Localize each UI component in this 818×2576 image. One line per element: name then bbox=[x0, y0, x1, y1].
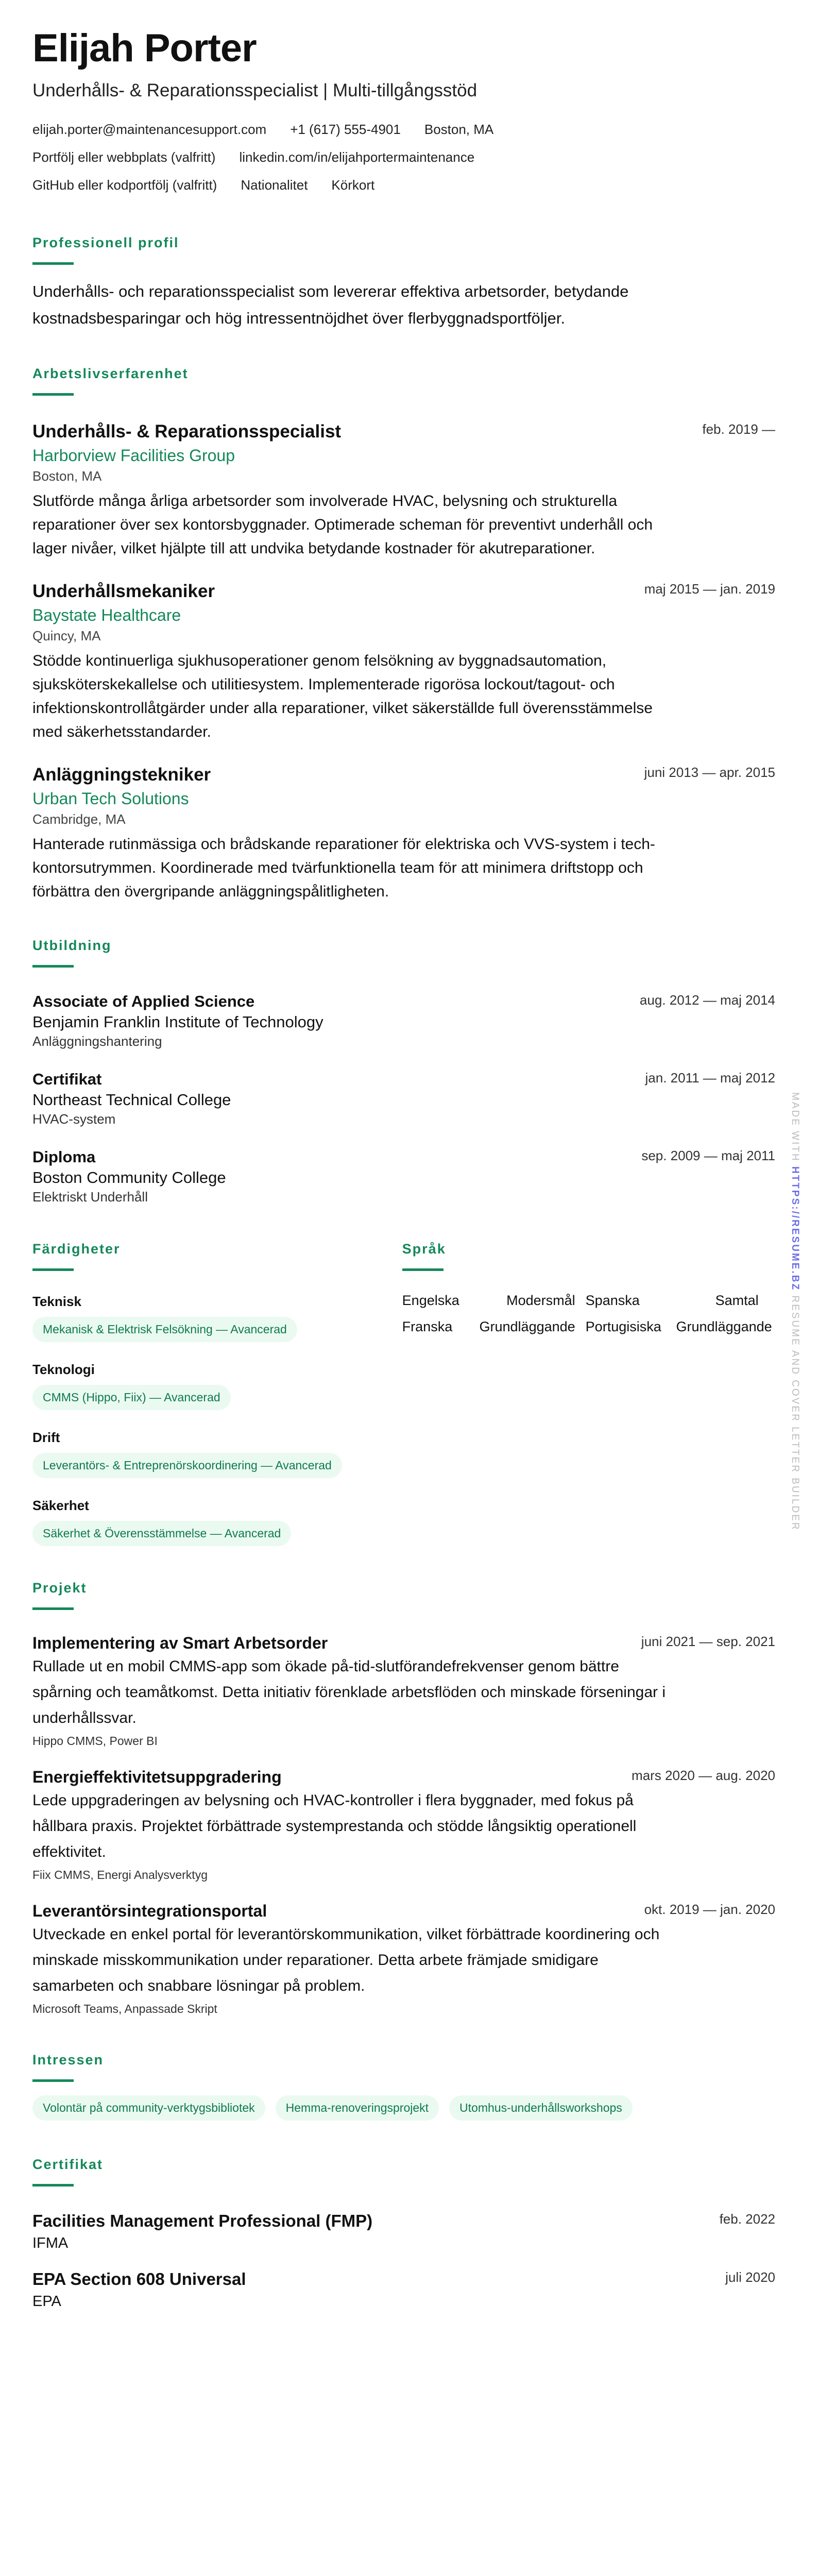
project-title: Implementering av Smart Arbetsorder bbox=[32, 1634, 328, 1652]
project-tech: Hippo CMMS, Power BI bbox=[32, 1734, 158, 1748]
watermark-prefix: MADE WITH bbox=[790, 1092, 800, 1166]
heading-underline bbox=[32, 393, 74, 396]
heading-underline bbox=[32, 965, 74, 968]
job-location: Cambridge, MA bbox=[32, 811, 126, 827]
field-of-study: Elektriskt Underhåll bbox=[32, 1189, 148, 1205]
language-item bbox=[402, 1293, 575, 1309]
project-entry bbox=[32, 1902, 775, 2016]
language-item bbox=[402, 1319, 575, 1335]
certificate-title: Facilities Management Professional (FMP) bbox=[32, 2211, 373, 2230]
degree: Certifikat bbox=[32, 1070, 102, 1088]
certificate-entry bbox=[32, 2269, 775, 2310]
watermark-suffix: RESUME AND COVER LETTER BUILDER bbox=[790, 1291, 800, 1531]
language-level: Modersmål bbox=[506, 1293, 575, 1308]
section-heading: Färdigheter bbox=[32, 1241, 121, 1257]
heading-underline bbox=[402, 1268, 444, 1271]
certificate-issuer: EPA bbox=[32, 2293, 61, 2310]
language-name: Engelska bbox=[402, 1293, 459, 1308]
language-item bbox=[586, 1319, 772, 1335]
project-title: Leverantörsintegrationsportal bbox=[32, 1902, 267, 1920]
experience-entry bbox=[32, 581, 775, 744]
heading-underline bbox=[32, 1268, 74, 1271]
nationality: Nationalitet bbox=[241, 177, 308, 193]
language-list bbox=[402, 1293, 775, 1335]
drivers-license: Körkort bbox=[331, 177, 375, 193]
education-dates: aug. 2012 — maj 2014 bbox=[639, 992, 775, 1008]
project-entry bbox=[32, 1768, 775, 1882]
certificate-title: EPA Section 608 Universal bbox=[32, 2269, 246, 2289]
school: Benjamin Franklin Institute of Technology bbox=[32, 1013, 323, 1031]
project-tech: Microsoft Teams, Anpassade Skript bbox=[32, 2002, 217, 2015]
profile-text: Underhålls- och reparationsspecialist som levererar effektiva arbetsorder, betydande kostnadsbesparingar och hög intressentnöjdhet över flerbyggnadsportföljer. bbox=[32, 282, 629, 327]
project-description: Rullade ut en mobil CMMS-app som ökade på-tid-slutförandefrekvenser genom bättre spårning och teamåtkomst. Detta initiativ förenklade arbetsflöden och minskade förseningar i underhållssvar. bbox=[32, 1658, 666, 1726]
certificates-section bbox=[32, 2157, 775, 2310]
skill-category: Teknologi bbox=[32, 1362, 95, 1377]
job-dates: feb. 2019 — bbox=[702, 421, 775, 437]
language-name: Portugisiska bbox=[585, 1319, 661, 1334]
phone: +1 (617) 555-4901 bbox=[290, 121, 401, 137]
school: Boston Community College bbox=[32, 1168, 226, 1187]
job-title: Underhållsmekaniker bbox=[32, 581, 215, 601]
interest-tag: Volontär på community-verktygsbibliotek bbox=[32, 2095, 265, 2121]
degree: Diploma bbox=[32, 1148, 96, 1166]
company: Harborview Facilities Group bbox=[32, 446, 235, 465]
project-dates: juni 2021 — sep. 2021 bbox=[641, 1634, 775, 1649]
certificate-date: feb. 2022 bbox=[719, 2211, 775, 2227]
project-tech: Fiix CMMS, Energi Analysverktyg bbox=[32, 1868, 208, 1882]
job-title: Underhålls- & Reparationsspecialist bbox=[32, 421, 342, 442]
skill-category: Säkerhet bbox=[32, 1498, 89, 1513]
job-dates: juni 2013 — apr. 2015 bbox=[644, 765, 775, 780]
languages-section bbox=[402, 1241, 775, 1546]
skills-languages-row bbox=[32, 1241, 775, 1546]
section-heading: Språk bbox=[402, 1241, 446, 1257]
portfolio-link[interactable]: Portfölj eller webbplats (valfritt) bbox=[32, 149, 216, 165]
education-dates: jan. 2011 — maj 2012 bbox=[645, 1070, 775, 1086]
candidate-name: Elijah Porter bbox=[32, 26, 257, 70]
heading-underline bbox=[32, 2079, 74, 2082]
heading-underline bbox=[32, 1607, 74, 1610]
section-heading: Professionell profil bbox=[32, 235, 179, 250]
interest-list bbox=[32, 2095, 775, 2121]
interest-tag: Utomhus-underhållsworkshops bbox=[449, 2095, 633, 2121]
heading-underline bbox=[32, 2184, 74, 2187]
language-level: Samtal bbox=[715, 1293, 759, 1308]
contact-info bbox=[32, 115, 775, 199]
job-location: Boston, MA bbox=[32, 468, 102, 484]
project-title: Energieffektivitetsuppgradering bbox=[32, 1768, 282, 1786]
skill-category: Teknisk bbox=[32, 1294, 81, 1309]
experience-entry bbox=[32, 421, 775, 561]
section-heading: Utbildning bbox=[32, 938, 112, 953]
linkedin-link[interactable]: linkedin.com/in/elijahportermaintenance bbox=[239, 149, 475, 165]
skill-category: Drift bbox=[32, 1430, 60, 1445]
field-of-study: HVAC-system bbox=[32, 1111, 116, 1127]
field-of-study: Anläggningshantering bbox=[32, 1033, 162, 1049]
education-entry bbox=[32, 1148, 775, 1205]
language-name: Franska bbox=[402, 1319, 453, 1334]
project-entry bbox=[32, 1634, 775, 1748]
language-level: Grundläggande bbox=[676, 1319, 772, 1334]
language-item bbox=[586, 1293, 759, 1309]
education-dates: sep. 2009 — maj 2011 bbox=[641, 1148, 775, 1163]
experience-section bbox=[32, 366, 775, 904]
company: Baystate Healthcare bbox=[32, 606, 181, 624]
email-link[interactable]: elijah.porter@maintenancesupport.com bbox=[32, 121, 267, 137]
interest-tag: Hemma-renoveringsprojekt bbox=[276, 2095, 439, 2121]
resume-header bbox=[32, 26, 775, 199]
job-title: Anläggningstekniker bbox=[32, 765, 211, 785]
projects-section bbox=[32, 1580, 775, 2016]
education-entry bbox=[32, 1070, 775, 1127]
certificate-date: juli 2020 bbox=[725, 2269, 775, 2285]
section-heading: Arbetslivserfarenhet bbox=[32, 366, 189, 381]
watermark bbox=[789, 1092, 800, 1531]
location: Boston, MA bbox=[424, 121, 494, 137]
job-dates: maj 2015 — jan. 2019 bbox=[644, 581, 775, 597]
degree: Associate of Applied Science bbox=[32, 992, 255, 1010]
certificate-entry bbox=[32, 2211, 775, 2252]
candidate-headline: Underhålls- & Reparationsspecialist | Multi-tillgångsstöd bbox=[32, 80, 478, 100]
heading-underline bbox=[32, 262, 74, 265]
project-description: Lede uppgraderingen av belysning och HVAC-kontroller i flera byggnader, med fokus på hållbara praxis. Projektet förbättrade systemprestanda och stödde långsiktig operationell effektivitet. bbox=[32, 1792, 637, 1860]
company: Urban Tech Solutions bbox=[32, 789, 189, 808]
project-dates: mars 2020 — aug. 2020 bbox=[632, 1768, 775, 1783]
skill-tag: Säkerhet & Överensstämmelse — Avancerad bbox=[32, 1521, 291, 1546]
job-location: Quincy, MA bbox=[32, 628, 101, 643]
project-description: Utveckade en enkel portal för leverantörskommunikation, vilket förbättrade koordinering och minskade misskommunikation under reparationer. Detta arbete främjade smidigare samarbeten och snabbare lösningar på problem. bbox=[32, 1926, 660, 1994]
skill-tag: Mekanisk & Elektrisk Felsökning — Avancerad bbox=[32, 1317, 297, 1342]
language-name: Spanska bbox=[585, 1293, 640, 1308]
section-heading: Intressen bbox=[32, 2052, 104, 2067]
interests-section bbox=[32, 2052, 775, 2121]
project-dates: okt. 2019 — jan. 2020 bbox=[644, 1902, 775, 1917]
certificate-issuer: IFMA bbox=[32, 2235, 69, 2251]
experience-entry bbox=[32, 765, 775, 904]
skill-tag: Leverantörs- & Entreprenörskoordinering — Avancerad bbox=[32, 1453, 342, 1478]
language-level: Grundläggande bbox=[479, 1319, 575, 1334]
skills-section bbox=[32, 1241, 402, 1546]
job-description: Slutförde många årliga arbetsorder som involverade HVAC, belysning och strukturella reparationer över sex kontorsbyggnader. Optimerade scheman för preventivt underhåll och lager nivåer, vilket hjälpte till att undvika betydande kostnader för akutreparationer. bbox=[32, 493, 653, 557]
education-section bbox=[32, 938, 775, 1205]
skill-tag: CMMS (Hippo, Fiix) — Avancerad bbox=[32, 1385, 231, 1410]
section-heading: Certifikat bbox=[32, 2157, 104, 2172]
section-heading: Projekt bbox=[32, 1580, 87, 1596]
github-link[interactable]: GitHub eller kodportfölj (valfritt) bbox=[32, 177, 217, 193]
education-entry bbox=[32, 992, 775, 1049]
job-description: Stödde kontinuerliga sjukhusoperationer genom felsökning av byggnadsautomation, sjuksköterskekallelse och utilitiesystem. Implementerade rigorösa lockout/tagout- och infektionskontrollåtgärder under alla reparationer, vilket säkerställde full överensstämmelse med säkerhetsstandarder. bbox=[32, 652, 653, 740]
watermark-link[interactable]: HTTPS://RESUME.BZ bbox=[790, 1166, 800, 1292]
profile-section bbox=[32, 235, 775, 332]
job-description: Hanterade rutinmässiga och brådskande reparationer för elektriska och VVS-system i tech-kontorsutrymmen. Koordinerade med tvärfunktionella team för att minimera driftstopp och förbättra den övergripande anläggningspålitligheten. bbox=[32, 836, 655, 900]
school: Northeast Technical College bbox=[32, 1091, 231, 1109]
